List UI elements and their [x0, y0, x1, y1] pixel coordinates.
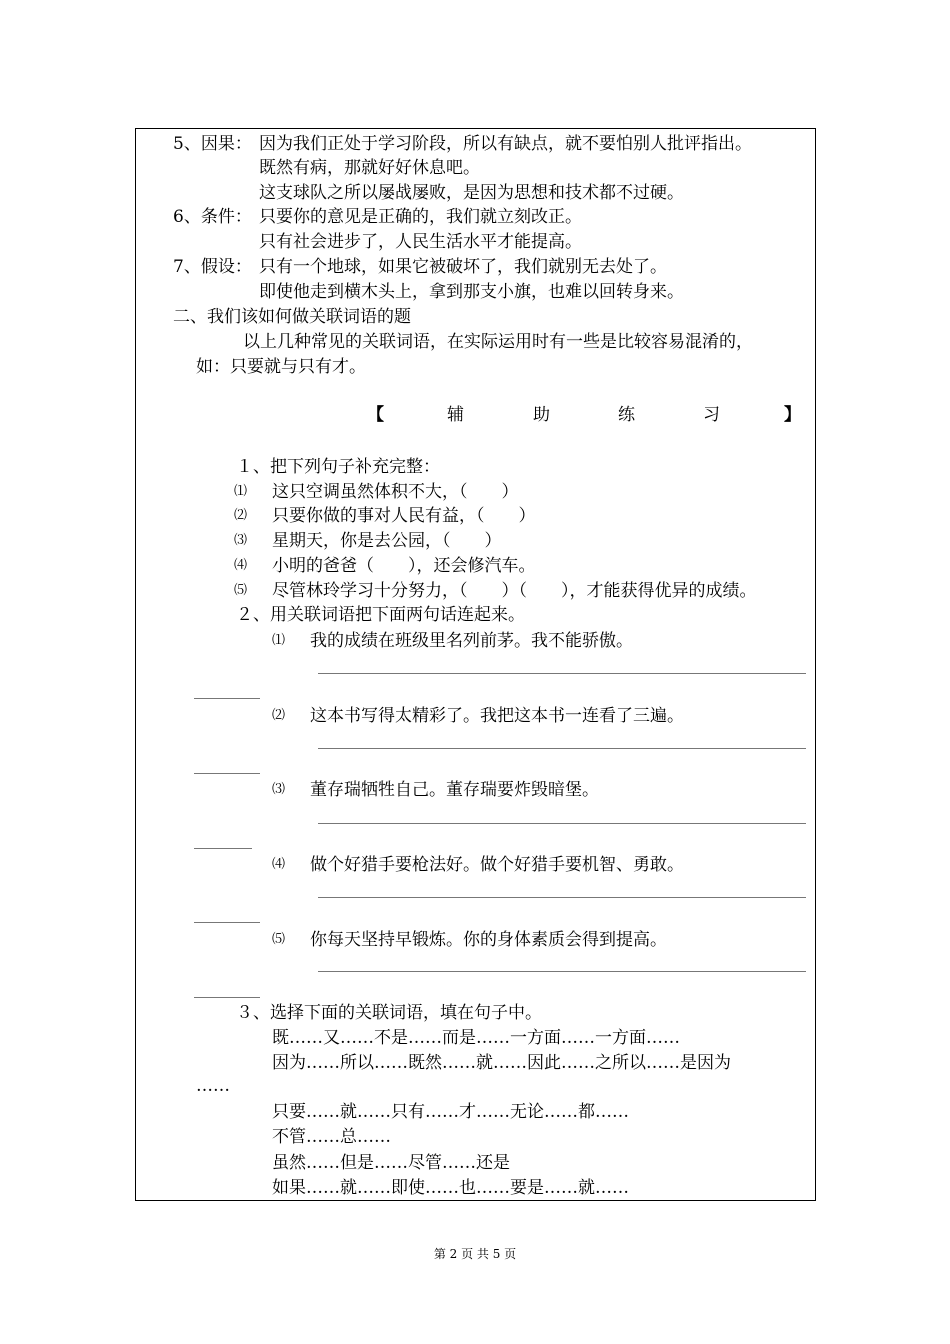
q2-item-2-answer-line-cont[interactable]: [194, 773, 260, 774]
q3-line-3: 只要……就……只有……才……无论……都……: [272, 1102, 629, 1122]
q3-title: ３、选择下面的关联词语，填在句子中。: [236, 1003, 542, 1023]
q1-item-5-text: 尽管林玲学习十分努力，（ ）（ ），才能获得优异的成绩。: [272, 581, 757, 601]
q2-item-1-text: 我的成绩在班级里名列前茅。我不能骄傲。: [310, 631, 633, 651]
practice-header-char-4: 习: [703, 405, 720, 425]
q1-item-5-num: ⑸: [234, 583, 248, 598]
q2-item-3-text: 董存瑞牺牲自己。董存瑞要炸毁暗堡。: [310, 780, 599, 800]
item-5-line-2: 既然有病，那就好好休息吧。: [259, 158, 480, 178]
section-two-para-line-1: 以上几种常见的关联词语，在实际运用时有一些是比较容易混淆的，: [243, 332, 753, 352]
q1-item-2-text: 只要你做的事对人民有益，（ ）: [272, 506, 536, 526]
q3-line-2: 因为……所以……既然……就……因此……之所以……是因为: [272, 1053, 731, 1073]
practice-header-open: 【: [367, 405, 384, 425]
q3-line-1: 既……又……不是……而是……一方面……一方面……: [272, 1028, 680, 1048]
q2-item-1-answer-line[interactable]: [318, 673, 806, 674]
q2-item-4-num: ⑷: [272, 857, 286, 872]
q2-title: ２、用关联词语把下面两句话连起来。: [236, 605, 525, 625]
q2-item-5-num: ⑸: [272, 932, 286, 947]
item-6-line-1: 只要你的意见是正确的，我们就立刻改正。: [259, 207, 582, 227]
q2-item-3-num: ⑶: [272, 782, 286, 797]
q2-item-2-text: 这本书写得太精彩了。我把这本书一连看了三遍。: [310, 706, 684, 726]
q2-item-3-answer-line-cont[interactable]: [194, 848, 252, 849]
q1-item-4-num: ⑷: [234, 558, 248, 573]
q3-line-6: 如果……就……即使……也……要是……就……: [272, 1178, 629, 1198]
q1-item-2-num: ⑵: [234, 508, 248, 523]
q2-item-1-answer-line-cont[interactable]: [194, 698, 260, 699]
page-footer: 第 2 页 共 5 页: [433, 1247, 517, 1261]
q2-item-4-answer-line[interactable]: [318, 897, 806, 898]
item-5-line-3: 这支球队之所以屡战屡败，是因为思想和技术都不过硬。: [259, 183, 684, 203]
q3-line-2-wrap: ……: [196, 1076, 230, 1096]
q2-item-2-num: ⑵: [272, 708, 286, 723]
q3-line-5: 虽然……但是……尽管……还是: [272, 1153, 510, 1173]
q1-item-3-text: 星期天，你是去公园，（ ）: [272, 531, 502, 551]
item-5-label: 5、因果：: [173, 134, 252, 154]
q2-item-1-num: ⑴: [272, 633, 286, 648]
q2-item-3-answer-line[interactable]: [318, 823, 806, 824]
q2-item-4-answer-line-cont[interactable]: [194, 922, 260, 923]
q1-item-4-text: 小明的爸爸（ ），还会修汽车。: [272, 556, 536, 576]
practice-header-char-3: 练: [618, 405, 635, 425]
item-5-line-1: 因为我们正处于学习阶段，所以有缺点，就不要怕别人批评指出。: [259, 134, 752, 154]
q2-item-5-answer-line-cont[interactable]: [194, 997, 260, 998]
q1-item-1-num: ⑴: [234, 484, 248, 499]
item-7-label: 7、假设：: [173, 257, 252, 277]
practice-header-char-2: 助: [533, 405, 550, 425]
q1-item-1-text: 这只空调虽然体积不大，（ ）: [272, 482, 519, 502]
section-two-heading: 二、我们该如何做关联词语的题: [173, 307, 411, 327]
q2-item-4-text: 做个好猎手要枪法好。做个好猎手要机智、勇敢。: [310, 855, 684, 875]
item-7-line-1: 只有一个地球，如果它被破坏了，我们就别无去处了。: [259, 257, 667, 277]
item-7-line-2: 即使他走到横木头上，拿到那支小旗，也难以回转身来。: [259, 282, 684, 302]
q2-item-2-answer-line[interactable]: [318, 748, 806, 749]
practice-header-char-1: 辅: [447, 405, 464, 425]
q3-line-4: 不管……总……: [272, 1127, 391, 1147]
item-6-line-2: 只有社会进步了，人民生活水平才能提高。: [259, 232, 582, 252]
practice-header-close: 】: [784, 405, 801, 425]
q2-item-5-text: 你每天坚持早锻炼。你的身体素质会得到提高。: [310, 930, 667, 950]
item-6-label: 6、条件：: [173, 207, 252, 227]
q1-item-3-num: ⑶: [234, 533, 248, 548]
section-two-para-line-2: 如：只要就与只有才。: [196, 357, 366, 377]
q2-item-5-answer-line[interactable]: [318, 971, 806, 972]
q1-title: １、把下列句子补充完整：: [236, 457, 440, 477]
